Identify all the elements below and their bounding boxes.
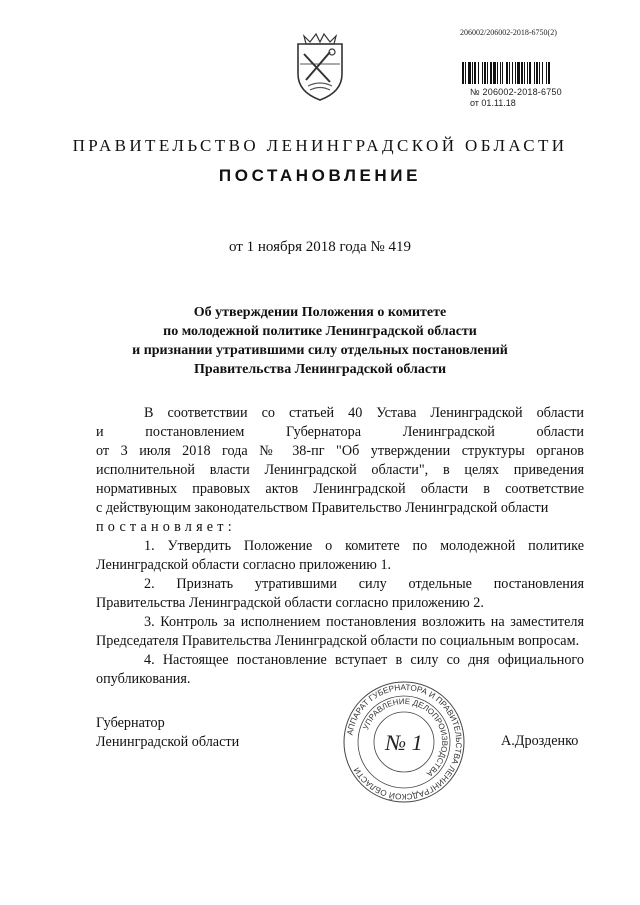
title-line: по молодежной политике Ленинградской области (163, 324, 477, 339)
item-4: 4. Настоящее постановление вступает в силу со дня официального опубликования. (96, 652, 584, 687)
item-3: 3. Контроль за исполнением постановления возложить на заместителя Председателя Правительства Ленинградской области по социальным вопросам. (96, 614, 584, 649)
date-and-number: от 1 ноября 2018 года № 419 (229, 239, 411, 255)
preamble-line: В соответствии со статьей 40 Устава Ленинградской области (144, 405, 584, 421)
coat-of-arms-icon (290, 30, 350, 102)
decree-word: постановляет: (96, 519, 236, 535)
government-name: ПРАВИТЕЛЬСТВО ЛЕНИНГРАДСКОЙ ОБЛАСТИ (72, 136, 568, 155)
item-1: 1. Утвердить Положение о комитете по молодежной политике Ленинградской области согласно приложению 1. (96, 538, 584, 573)
registration-number: № 206002-2018-6750 (470, 87, 562, 97)
preamble (96, 404, 584, 537)
seal-center-number: № 1 (385, 730, 423, 755)
position-line: Губернатор (96, 715, 165, 731)
title-line: Об утверждении Положения о комитете (193, 305, 447, 320)
title-line: и признании утратившими силу отдельных постановлений (132, 343, 508, 358)
document-id: 206002/206002-2018-6750(2) (460, 28, 557, 37)
seal-ring-text: АППАРАТ ГУБЕРНАТОРА И ПРАВИТЕЛЬСТВА ЛЕНИНГРАДСКОЙ ОБЛАСТИ (345, 682, 464, 802)
preamble-line: нормативных правовых актов Ленинградской области в соответствие (96, 481, 584, 497)
registration-date: от 01.11.18 (470, 98, 516, 108)
item-2: 2. Признать утратившими силу отдельные постановления Правительства Ленинградской области согласно приложению 2. (96, 576, 584, 611)
preamble-line: от 3 июля 2018 года № 38-пг "Об утверждении структуры органов (96, 443, 584, 459)
preamble-line: и постановлением Губернатора Ленинградской области (96, 424, 584, 440)
position-line: Ленинградской области (96, 734, 240, 750)
document-title (120, 303, 520, 379)
title-line: Правительства Ленинградской области (193, 362, 447, 377)
document-type: ПОСТАНОВЛЕНИЕ (218, 166, 422, 185)
signatory-position (96, 714, 239, 752)
preamble-line: с действующим законодательством Правительство Ленинградской области (96, 500, 549, 516)
preamble-line: исполнительной власти Ленинградской области", в целях приведения (96, 462, 584, 478)
barcode-icon (462, 62, 586, 84)
signatory-name: А.Дрозденко (501, 733, 579, 749)
seal-inner-text: УПРАВЛЕНИЕ ДЕЛОПРОИЗВОДСТВА (361, 696, 450, 779)
official-seal-stamp (342, 680, 466, 804)
